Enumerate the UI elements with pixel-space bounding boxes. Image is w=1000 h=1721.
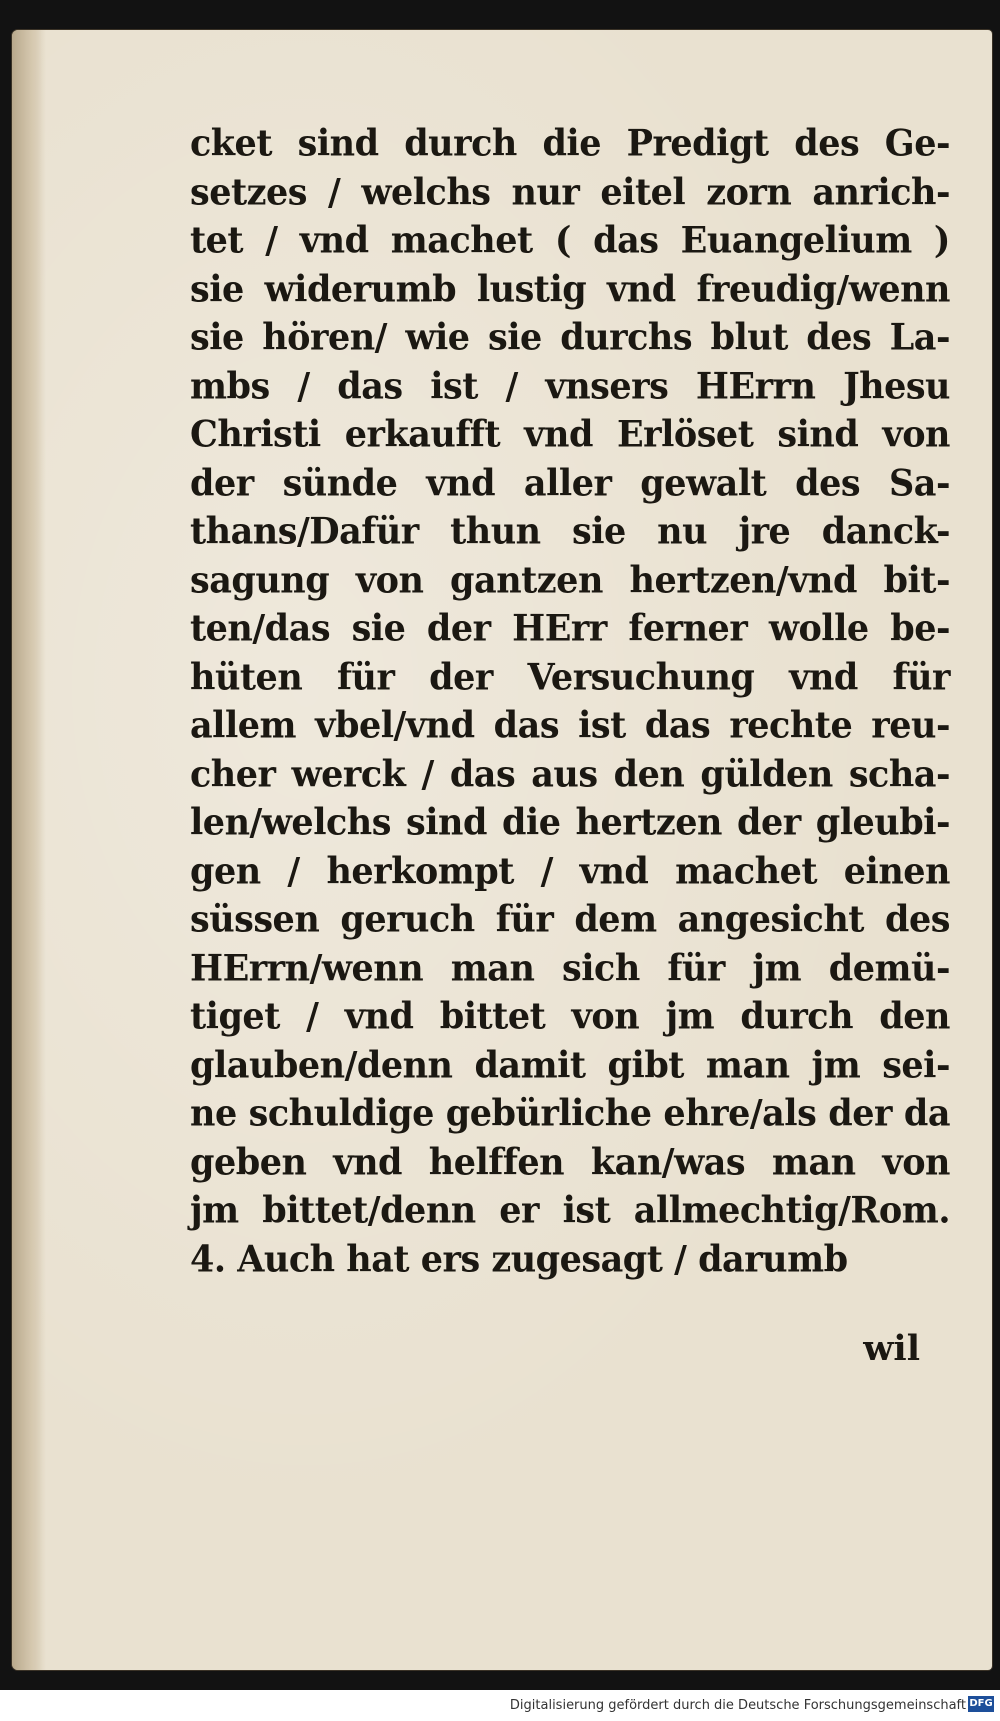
text-line: cket sind durch die Predigt des Ge-	[190, 121, 950, 165]
text-line: tet / vnd machet ( das Euangelium )	[190, 218, 950, 262]
digitization-footer	[0, 1690, 1000, 1721]
text-line: mbs / das ist / vnsers HErrn Jhesu	[190, 364, 950, 408]
text-line: cher werck / das aus den gülden scha-	[190, 752, 950, 796]
text-line: ne schuldige gebürliche ehre/als der da	[190, 1091, 950, 1135]
text-line: 4. Auch hat ers zugesagt / darumb	[190, 1237, 848, 1281]
text-line: allem vbel/vnd das ist das rechte reu-	[190, 703, 950, 747]
funding-credit: Digitalisierung gefördert durch die Deutsche Forschungsgemeinschaft	[509, 1698, 966, 1713]
text-line: geben vnd helffen kan/was man von	[190, 1140, 950, 1184]
text-line: len/welchs sind die hertzen der gleubi-	[190, 800, 950, 844]
text-line: süssen geruch für dem angesicht des	[190, 897, 950, 941]
text-line: tiget / vnd bittet von jm durch den	[190, 994, 950, 1038]
text-line: hüten für der Versuchung vnd für	[190, 655, 950, 699]
dfg-logo-icon: DFG	[968, 1696, 994, 1712]
text-line: thans/Dafür thun sie nu jre danck-	[190, 509, 950, 553]
text-line: glauben/denn damit gibt man jm sei-	[190, 1043, 950, 1087]
catchword: wil	[863, 1328, 920, 1369]
text-line: jm bittet/denn er ist allmechtig/Rom.	[190, 1188, 950, 1232]
text-line: Christi erkaufft vnd Erlöset sind von	[190, 412, 950, 456]
text-line: setzes / welchs nur eitel zorn anrich-	[190, 170, 950, 214]
text-line: gen / herkompt / vnd machet einen	[190, 849, 950, 893]
page-gutter	[12, 30, 46, 1670]
text-line: sie widerumb lustig vnd freudig/wenn	[190, 267, 950, 311]
text-line: ten/das sie der HErr ferner wolle be-	[190, 606, 950, 650]
text-line: der sünde vnd aller gewalt des Sa-	[190, 461, 950, 505]
text-line: sagung von gantzen hertzen/vnd bit-	[190, 558, 950, 602]
page-text	[190, 120, 950, 1284]
text-line: HErrn/wenn man sich für jm demü-	[190, 946, 950, 990]
text-line: sie hören/ wie sie durchs blut des La-	[190, 315, 950, 359]
